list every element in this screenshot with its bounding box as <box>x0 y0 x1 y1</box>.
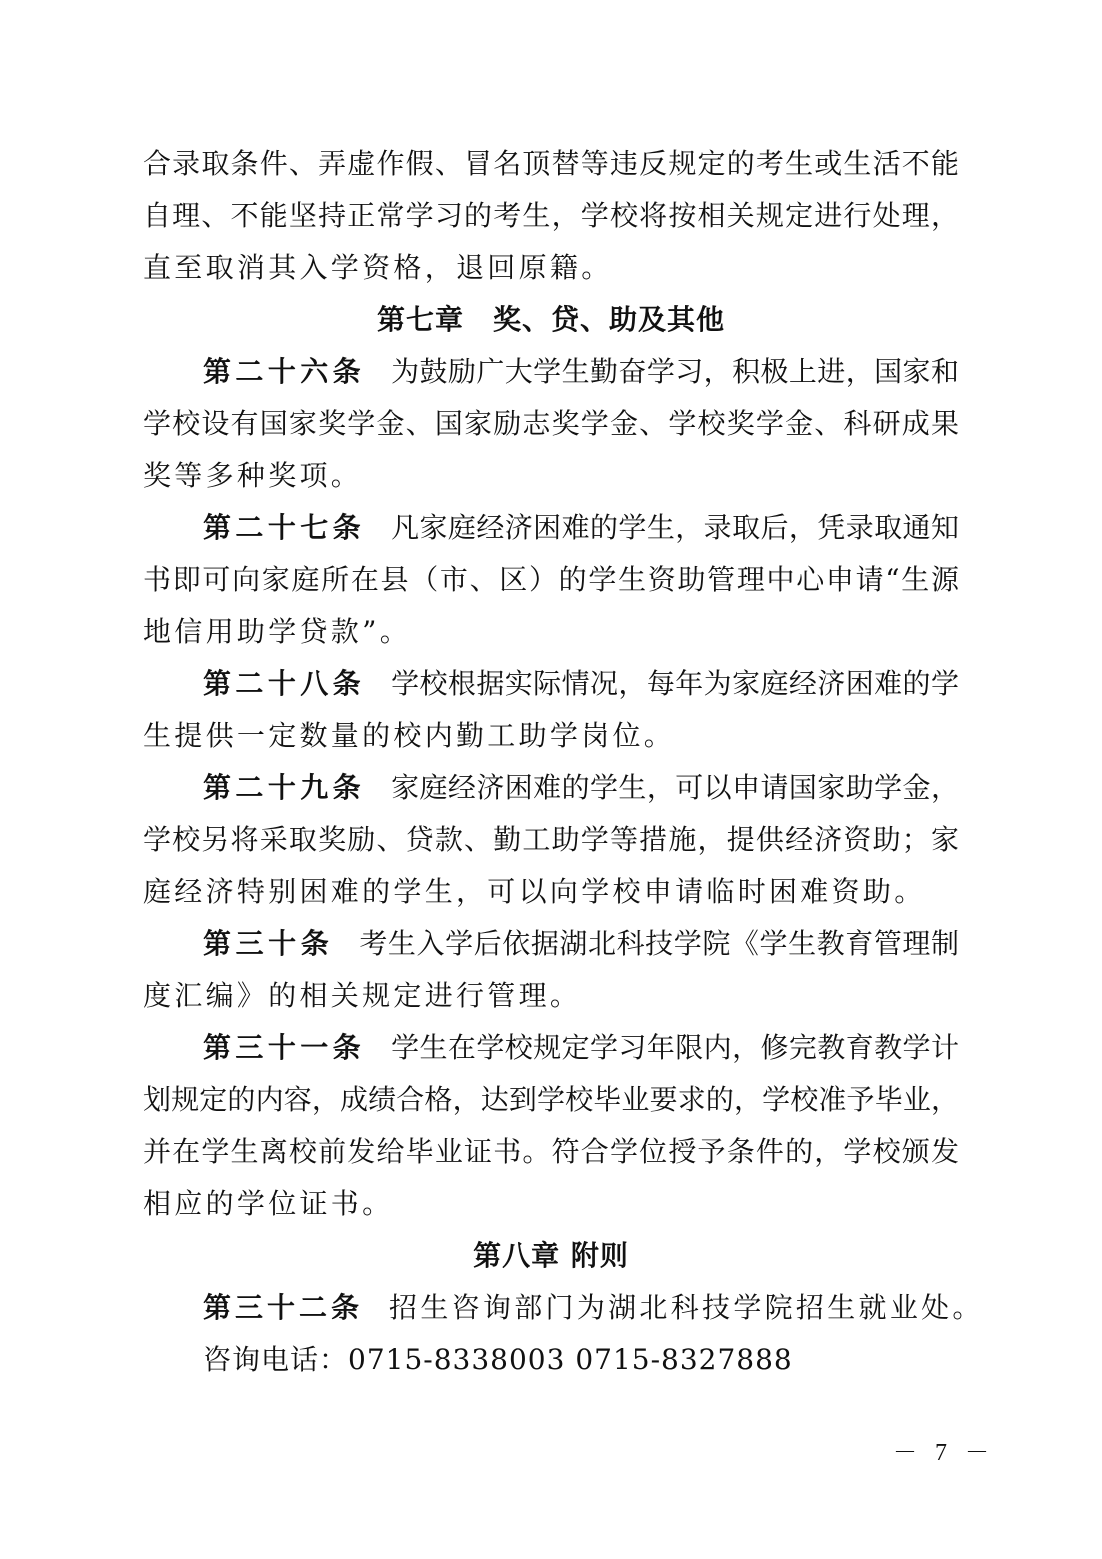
article-label: 第三十二条 <box>203 1291 364 1324</box>
article-31 <box>143 1022 959 1074</box>
paragraph-line: 奖等多种奖项。 <box>143 459 363 492</box>
article-text: 家庭经济困难的学生，可以申请国家助学金， <box>391 771 959 804</box>
paragraph-line: 自理、不能坚持正常学习的考生，学校将按相关规定进行处理， <box>143 199 959 232</box>
article-label: 第二十八条 <box>203 667 366 700</box>
paragraph-line: 学校设有国家奖学金、国家励志奖学金、学校奖学金、科研成果 <box>143 407 959 440</box>
paragraph-line: 庭经济特别困难的学生，可以向学校申请临时困难资助。 <box>143 875 926 908</box>
article-text: 招生咨询部门为湖北科技学院招生就业处。 <box>389 1291 984 1324</box>
article-32 <box>143 1282 984 1334</box>
paragraph-line: 相应的学位证书。 <box>143 1187 394 1220</box>
paragraph-line: 直至取消其入学资格，退回原籍。 <box>143 251 613 284</box>
paragraph-line: 生提供一定数量的校内勤工助学岗位。 <box>143 719 676 752</box>
article-label: 第三十一条 <box>203 1031 366 1064</box>
article-28 <box>143 658 959 710</box>
page-number: － 7 － <box>893 1440 995 1466</box>
article-text: 学校根据实际情况，每年为家庭经济困难的学 <box>391 667 959 700</box>
article-text: 凡家庭经济困难的学生，录取后，凭录取通知 <box>391 511 959 544</box>
article-label: 第二十七条 <box>203 511 366 544</box>
document-page <box>143 138 984 1386</box>
paragraph-line: 划规定的内容，成绩合格，达到学校毕业要求的，学校准予毕业， <box>143 1083 959 1116</box>
chapter-heading: 第八章 附则 <box>473 1239 629 1272</box>
article-26 <box>143 346 959 398</box>
article-30 <box>143 918 959 970</box>
article-label: 第三十条 <box>203 927 334 960</box>
paragraph-line: 学校另将采取奖励、贷款、勤工助学等措施，提供经济资助；家 <box>143 823 959 856</box>
article-label: 第二十六条 <box>203 355 366 388</box>
article-text: 为鼓励广大学生勤奋学习，积极上进，国家和 <box>391 355 959 388</box>
chapter-heading: 第七章 奖、贷、助及其他 <box>376 303 725 336</box>
contact-phone: 咨询电话：0715-8338003 0715-8327888 <box>203 1343 793 1376</box>
paragraph-line: 合录取条件、弄虚作假、冒名顶替等违反规定的考生或生活不能 <box>143 147 959 180</box>
article-text: 考生入学后依据湖北科技学院《学生教育管理制 <box>359 927 959 960</box>
paragraph-line: 并在学生离校前发给毕业证书。符合学位授予条件的，学校颁发 <box>143 1135 959 1168</box>
paragraph-line: 度汇编》的相关规定进行管理。 <box>143 979 582 1012</box>
paragraph-line: 地信用助学贷款”。 <box>143 615 412 648</box>
paragraph-line: 书即可向家庭所在县（市、区）的学生资助管理中心申请“生源 <box>143 563 959 596</box>
article-label: 第二十九条 <box>203 771 366 804</box>
article-text: 学生在学校规定学习年限内，修完教育教学计 <box>391 1031 959 1064</box>
article-27 <box>143 502 959 554</box>
article-29 <box>143 762 959 814</box>
